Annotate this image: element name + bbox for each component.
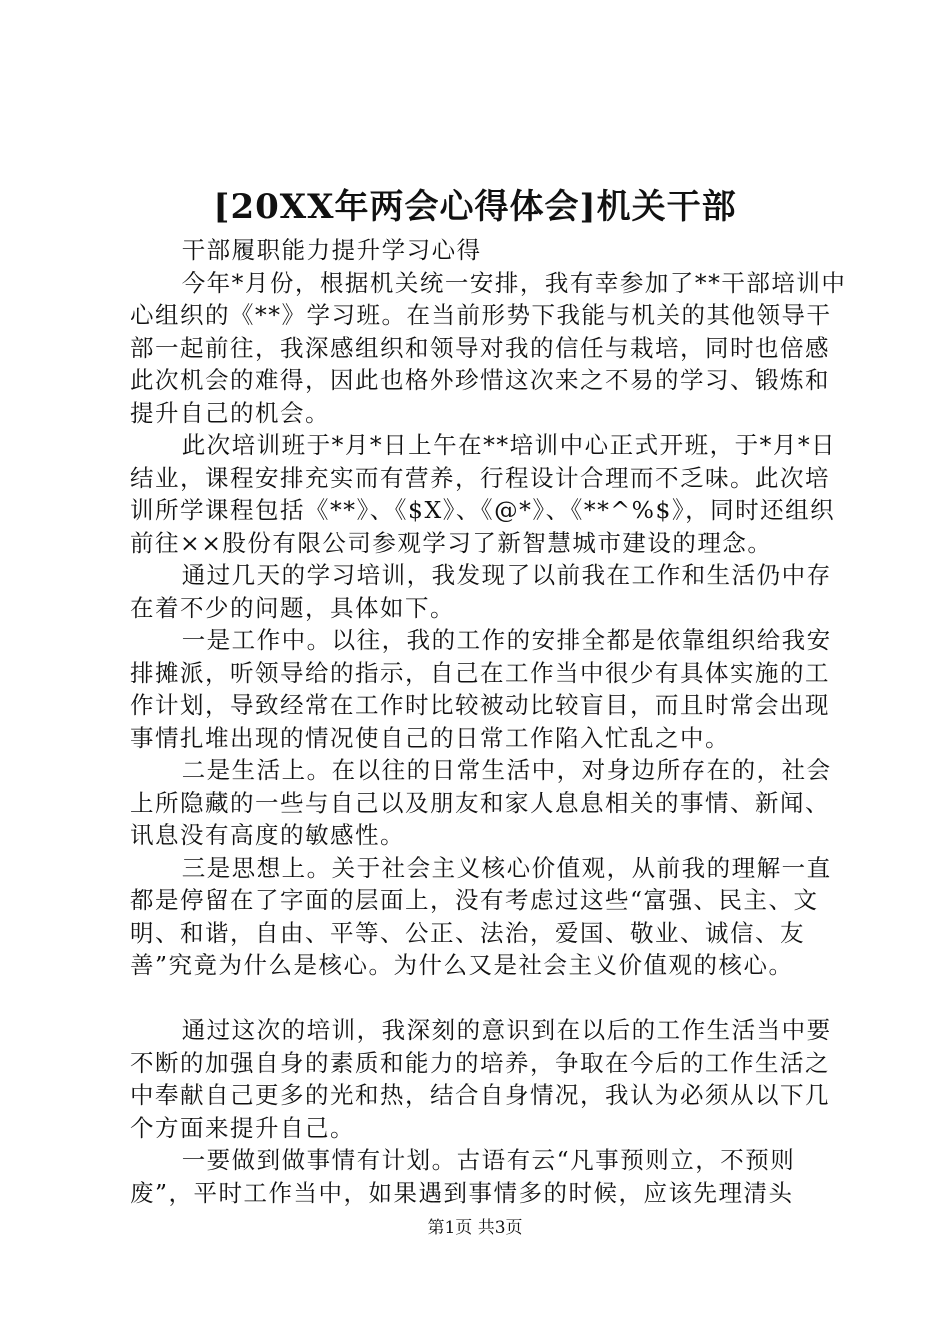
page-footer: 第1页 共3页 [427, 1218, 523, 1238]
paragraph: 一要做到做事情有计划。古语有云“凡事预则立，不预则废”，平时工作当中，如果遇到事情多的时候，应该先理清头 [130, 1146, 796, 1207]
paragraph: 今年*月份，根据机关统一安排，我有幸参加了**干部培训中心组织的《**》学习班。在当前形势下我能与机关的其他领导干部一起前往，我深感组织和领导对我的信任与栽培，同时也倍感此次机会的难得，因此也格外珍惜这次来之不易的学习、锻炼和提升自己的机会。 [130, 268, 847, 427]
document-body [130, 234, 850, 1209]
paragraph: 一是工作中。以往，我的工作的安排全都是依靠组织给我安排摊派，听领导给的指示，自己在工作当中很少有具体实施的工作计划，导致经常在工作时比较被动比较盲目，而且时常会出现事情扎堆出现的情况使自己的日常工作陷入忙乱之中。 [130, 626, 832, 752]
paragraph: 此次培训班于*月*日上午在**培训中心正式开班，于*月*日结业，课程安排充实而有营养，行程设计合理而不乏味。此次培训所学课程包括《**》、《$X》、《@*》、《**^%$》，同时还组织前往××股份有限公司参观学习了新智慧城市建设的理念。 [130, 431, 837, 557]
paragraph: 通过这次的培训，我深刻的意识到在以后的工作生活当中要不断的加强自身的素质和能力的培养，争取在今后的工作生活之中奉献自己更多的光和热，结合自身情况，我认为必须从以下几个方面来提升自己。 [130, 1016, 832, 1142]
paragraph-subtitle: 干部履职能力提升学习心得 [181, 236, 482, 264]
paragraph: 二是生活上。在以往的日常生活中，对身边所存在的，社会上所隐藏的一些与自己以及朋友和家人息息相关的事情、新闻、讯息没有高度的敏感性。 [130, 756, 832, 849]
paragraph: 通过几天的学习培训，我发现了以前我在工作和生活仍中存在着不少的问题，具体如下。 [130, 561, 832, 622]
paragraph: 三是思想上。关于社会主义核心价值观，从前我的理解一直都是停留在了字面的层面上，没有考虑过这些“富强、民主、文明、和谐，自由、平等、公正、法治，爱国、敬业、诚信、友善”究竟为什么是核心。为什么又是社会主义价值观的核心。 [130, 853, 832, 979]
document-title: [20XX年两会心得体会]机关干部 [213, 187, 737, 227]
